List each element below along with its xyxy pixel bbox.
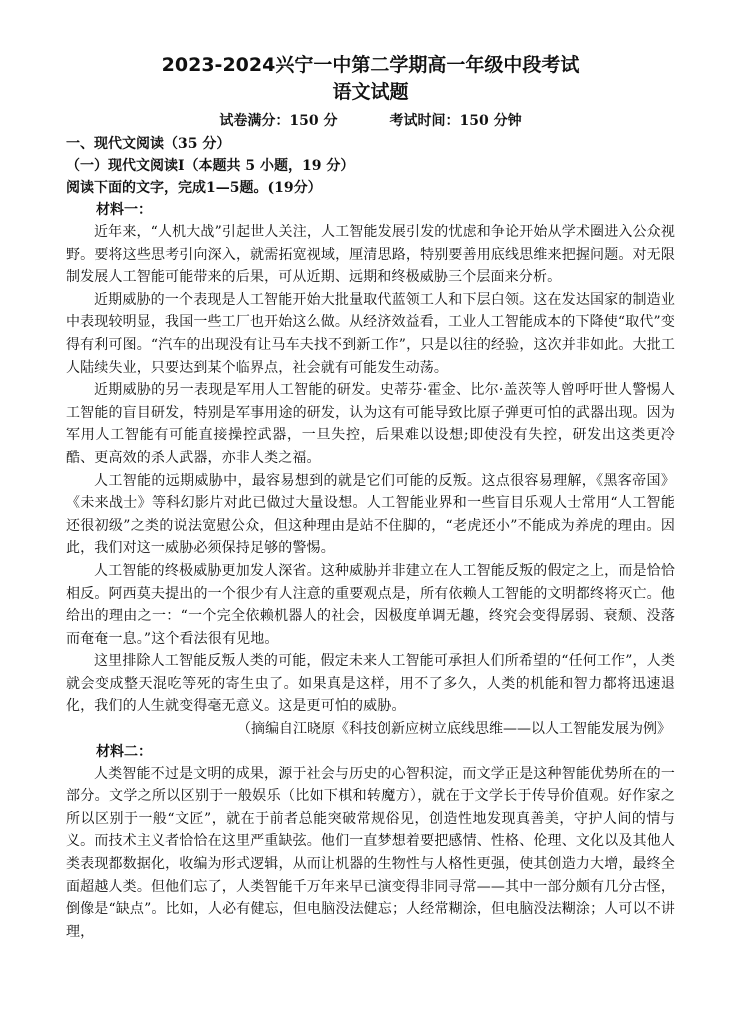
- exam-info: [66, 109, 675, 133]
- material1-paragraph: 人工智能的终极威胁更加发人深省。这种威胁并非建立在人工智能反叛的假定之上，而是恰恰相反。阿西莫夫提出的一个很少有人注意的重要观点是，所有依赖人工智能的文明都终将灭亡。他给出的理由之一：“一个完全依赖机器人的社会，因极度单调无趣，终究会变得孱弱、衰颓、没落而奄奄一息。”这个看法很有见地。: [66, 562, 675, 647]
- section-subheading: （一）现代文阅读Ⅰ（本题共 5 小题，19 分）: [66, 158, 355, 174]
- reading-instruction: 阅读下面的文字，完成1—5题。(19分）: [66, 180, 322, 196]
- full-score: 试卷满分：150 分: [219, 113, 338, 129]
- material2-label: 材料二：: [96, 743, 152, 760]
- material1-paragraph: 近期威胁的一个表现是人工智能开始大批量取代蓝领工人和下层白领。这在发达国家的制造业中表现较明显，我国一些工厂也开始这么做。从经济效益看，工业人工智能成本的下降使“取代”变得有利可图。“汽车的出现没有让马车夫找不到新工作”，只是以往的经验，这次并非如此。大批工人陆续失业，只要达到某个临界点，社会就有可能发生动荡。: [66, 291, 675, 376]
- exam-title-line1: 2023-2024兴宁一中第二学期高一年级中段考试: [161, 54, 580, 76]
- exam-time: 考试时间：150 分钟: [389, 113, 522, 129]
- exam-title-line2: 语文试题: [332, 81, 409, 103]
- material1-paragraph: 近期威胁的另一表现是军用人工智能的研发。史蒂芬·霍金、比尔·盖茨等人曾呼吁世人警惕人工智能的盲目研发，特别是军事用途的研发，认为这有可能导致比原子弹更可怕的武器出现。因为军用人工智能有可能直接操控武器，一旦失控，后果难以设想;即使没有失控，研发出这类更冷酷、更高效的杀人武器，亦非人类之福。: [66, 382, 675, 466]
- material1-paragraph: 近年来，“人机大战”引起世人关注，人工智能发展引发的忧虑和争论开始从学术圈进入公众视野。要将这些思考引向深入，就需拓宽视域，厘清思路，特别要善用底线思维来把握问题。对无限制发展人工智能可能带来的后果，可从近期、远期和终极威胁三个层面来分析。: [66, 224, 675, 286]
- section-heading: 一、现代文阅读（35 分）: [66, 136, 231, 152]
- material1-paragraph: 人工智能的远期威胁中，最容易想到的就是它们可能的反叛。这点很容易理解，《黑客帝国》《未来战士》等科幻影片对此已做过大量设想。人工智能业界和一些盲目乐观人士常用“人工智能还很初级”之类的说法宽慰公众，但这种理由是站不住脚的，“老虎还小”不能成为养虎的理由。因此，我们对这一威胁必须保持足够的警惕。: [66, 472, 675, 557]
- material1-label: 材料一：: [96, 202, 152, 218]
- material2-paragraph: 人类智能不过是文明的成果，源于社会与历史的心智积淀，而文学正是这种智能优势所在的一部分。文学之所以区别于一般娱乐（比如下棋和转魔方），就在于文学长于传导价值观。好作家之所以区别于一般“文匠”，就在于前者总能突破常规俗见，创造性地发现真善美，守护人间的情与义。而技术主义者恰恰在这里严重缺弦。他们一直梦想着要把感情、性格、伦理、文化以及其他人类表现都数据化，收编为形式逻辑，从而让机器的生物性与人格性更强，使其创造力大增，最终全面超越人类。但他们忘了，人类智能千万年来早已演变得非同寻常——其中一部分颇有几分古怪，倒像是“缺点”。比如，人必有健忘，但电脑没法健忘；人经常糊涂，但电脑没法糊涂；人可以不讲理，: [66, 765, 675, 940]
- material1-paragraph: 这里排除人工智能反叛人类的可能，假定未来人工智能可承担人们所希望的“任何工作”，人类就会变成整天混吃等死的寄生虫了。如果真是这样，用不了多久，人类的机能和智力都将迅速退化，我们的人生就变得毫无意义。这是更可怕的威胁。: [66, 653, 675, 715]
- material1-source: （摘编自江晓原《科技创新应树立底线思维——以人工智能发展为例》: [237, 721, 671, 738]
